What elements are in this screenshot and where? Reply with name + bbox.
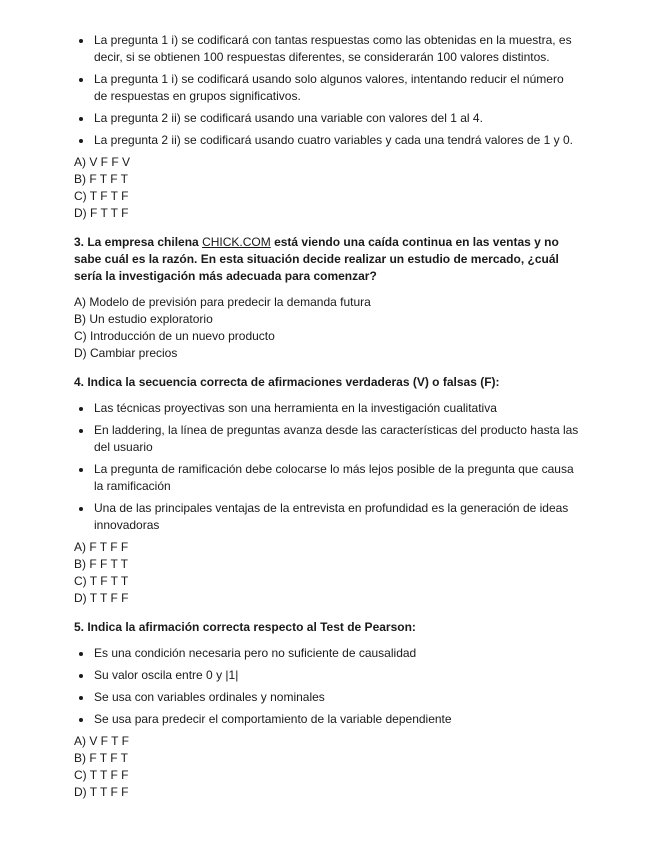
option: D) Cambiar precios [74, 346, 178, 360]
list-item: Se usa para predecir el comportamiento de la variable dependiente [75, 711, 580, 728]
list-item: La pregunta 1 i) se codificará usando solo algunos valores, intentando reducir el número de respuestas en grupos significativos. [75, 71, 580, 105]
option: B) F T F T [74, 172, 129, 186]
option: C) T T F F [74, 768, 129, 782]
question-4-title: 4. Indica la secuencia correcta de afirmaciones verdaderas (V) o falsas (F): [74, 375, 500, 389]
option: C) T F T T [74, 574, 129, 588]
option: D) T T F F [74, 785, 129, 799]
bullet-list [75, 400, 580, 534]
option: D) T T F F [74, 591, 129, 605]
bullet-list [75, 645, 580, 728]
list-item: Es una condición necesaria pero no suficiente de causalidad [75, 645, 580, 662]
bullet-list [75, 32, 580, 149]
list-item: Se usa con variables ordinales y nominales [75, 689, 580, 706]
option: A) Modelo de previsión para predecir la demanda futura [74, 295, 371, 309]
answer-options [75, 733, 580, 801]
list-item: En laddering, la línea de preguntas avanza desde las características del producto hasta las del usuario [75, 422, 580, 456]
list-item: Su valor oscila entre 0 y |1| [75, 667, 580, 684]
option: A) V F F V [74, 155, 131, 169]
list-item: La pregunta 1 i) se codificará con tantas respuestas como las obtenidas en la muestra, es decir, si se obtienen 100 respuestas diferentes, se considerarán 100 valores distintos. [75, 32, 580, 66]
question-3-title: 3. La empresa chilena CHICK.COM está viendo una caída continua en las ventas y no sabe cuál es la razón. En esta situación decide realizar un estudio de mercado, ¿cuál sería la investigación más adecuada para comenzar? [74, 235, 559, 283]
option: A) F T F F [74, 540, 129, 554]
option: C) T F T F [74, 189, 129, 203]
option: D) F T T F [74, 206, 129, 220]
list-item: Una de las principales ventajas de la entrevista en profundidad es la generación de ideas innovadoras [75, 500, 580, 534]
question-5-title: 5. Indica la afirmación correcta respecto al Test de Pearson: [74, 620, 416, 634]
option: B) F F T T [74, 557, 129, 571]
option: B) F T F T [74, 751, 129, 765]
list-item: La pregunta de ramificación debe colocarse lo más lejos posible de la pregunta que causa la ramificación [75, 461, 580, 495]
answer-options [75, 539, 580, 607]
list-item: Las técnicas proyectivas son una herramienta en la investigación cualitativa [75, 400, 580, 417]
list-item: La pregunta 2 ii) se codificará usando cuatro variables y cada una tendrá valores de 1 y 0. [75, 132, 580, 149]
answer-options [75, 154, 580, 222]
list-item: La pregunta 2 ii) se codificará usando una variable con valores del 1 al 4. [75, 110, 580, 127]
answer-options [75, 294, 580, 362]
option: C) Introducción de un nuevo producto [74, 329, 275, 343]
company-link[interactable]: CHICK.COM [202, 235, 271, 249]
option: A) V F T F [74, 734, 129, 748]
option: B) Un estudio exploratorio [74, 312, 213, 326]
